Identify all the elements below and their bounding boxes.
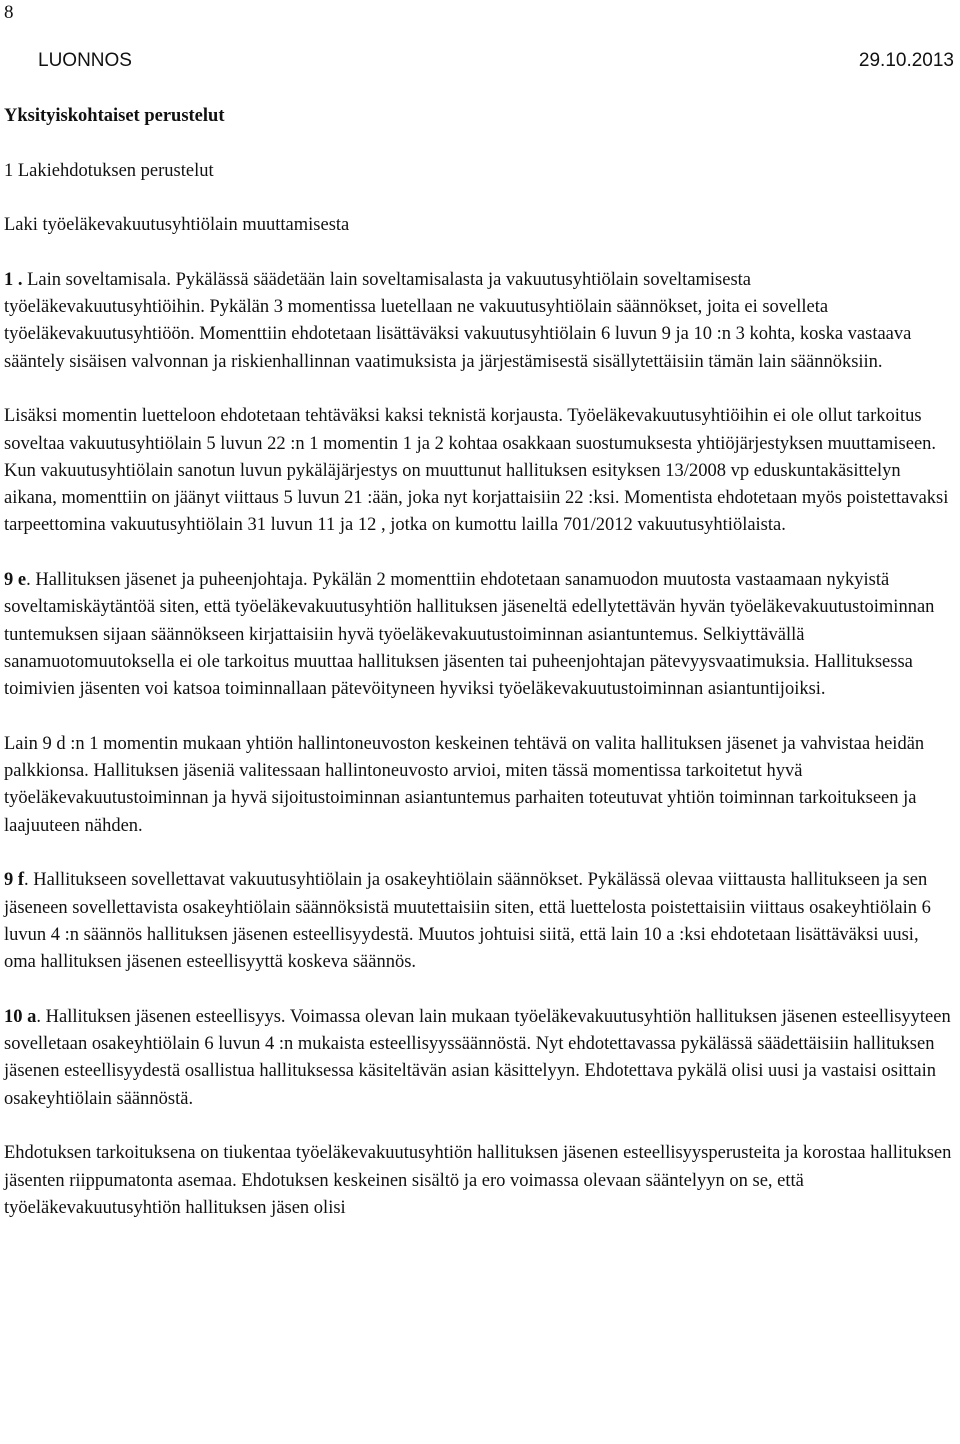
section-text: Pykälässä säädetään lain soveltamisalasta ja vakuutusyhtiölain soveltamisesta työeläkevakuutusyhtiöihin. Pykälän 3 momentissa luetellaan ne vakuutusyhtiölain säännökset, joita ei sovelleta työeläkevakuutusyhtiöön. Momenttiin ehdotetaan lisättäväksi vakuutusyhtiölain 6 luvun 9 ja 10 :n 3 kohta, koska vastaava sääntely sisäisen valvonnan ja riskienhallinnan vaatimuksista ja järjestämisestä sisällytettäisiin tämän lain säännöksiin. — [4, 269, 912, 372]
draft-label: LUONNOS — [38, 50, 132, 71]
page-header — [38, 50, 954, 72]
section-text: Pykälän 2 momenttiin ehdotetaan sanamuodon muutosta vastaamaan nykyistä soveltamiskäytäntöä siten, että työeläkevakuutusyhtiön hallituksen jäseneltä edellytettävän hyvän työeläkevakuutustoiminnan tuntemuksen sijaan säännökseen kirjattaisiin hyvä työeläkevakuutustoiminnan asiantuntemus. Selkiyttävällä sanamuotomuutoksella ei ole tarkoitus muuttaa hallituksen jäsenten tai puheenjohtajan pätevyysvaatimuksia. Hallituksessa toimivien jäsenten voi katsoa toiminnallaan pätevöityneen hyviksi työeläkevakuutustoiminnan asiantuntijoiksi. — [4, 570, 935, 700]
section-text: Voimassa olevan lain mukaan työeläkevakuutusyhtiön hallituksen jäsenen esteellisyyteen sovelletaan osakeyhtiölain 6 luvun 4 :n mukaista esteellisyyssäännöstä. Nyt ehdotettavassa pykälässä säädettäisiin hallituksen jäsenen esteellisyydestä osallistua hallituksessa käsiteltävän asian käsittelyyn. Ehdotettava pykälä olisi uusi ja vastaisi osittain osakeyhtiölain säännöstä. — [4, 1006, 951, 1109]
section-text: Pykälässä olevaa viittausta hallitukseen ja sen jäseneen sovellettavista osakeyhtiölain säännöksistä muutettaisiin siten, että luettelosta poistettaisiin viittaus osakeyhtiölain 6 luvun 4 :n säännös hallituksen jäsenen esteellisyydestä. Muutos johtuisi siitä, että lain 10 a :ksi ehdotetaan lisättäväksi uusi, oma hallituksen jäsenen esteellisyyttä koskeva säännös. — [4, 870, 931, 973]
section-number: 9 f — [4, 870, 25, 891]
section-heading: 1 Lakiehdotuksen perustelut — [4, 160, 214, 181]
paragraph-section-10a — [4, 1004, 954, 1113]
paragraph-section-9e — [4, 567, 954, 703]
section-title: Lain soveltamisala. — [27, 269, 171, 290]
page-number: 8 — [4, 2, 14, 23]
document-body — [4, 103, 954, 1222]
law-heading: Laki työeläkevakuutusyhtiölain muuttamisesta — [4, 215, 350, 236]
section-title: . Hallituksen jäsenet ja puheenjohtaja. — [26, 570, 308, 591]
paragraph-proposal-purpose: Ehdotuksen tarkoituksena on tiukentaa työeläkevakuutusyhtiön hallituksen jäsenen esteellisyysperusteita ja korostaa hallituksen jäsenten riippumatonta asemaa. Ehdotuksen keskeinen sisältö ja ero voimassa olevaan sääntelyyn on se, että työeläkevakuutusyhtiön hallituksen jäsen olisi — [4, 1143, 952, 1218]
header-date: 29.10.2013 — [858, 50, 954, 71]
paragraph-technical-corrections: Lisäksi momentin luetteloon ehdotetaan tehtäväksi kaksi teknistä korjausta. Työeläkevakuutusyhtiöihin ei ole ollut tarkoitus soveltaa vakuutusyhtiölain 5 luvun 22 :n 1 momentin 1 ja 2 kohtaa osakkaan suostumuksesta yhtiöjärjestyksen muuttamiseen. Kun vakuutusyhtiölain sanotun luvun pykäläjärjestys on muuttunut hallituksen esityksen 13/2008 vp eduskuntakäsittelyn aikana, momenttiin on jäänyt viittaus 5 luvun 21 :ään, joka nyt korjattaisiin 22 :ksi. Momentista ehdotetaan myös poistettavaksi tarpeettomina vakuutusyhtiölain 31 luvun 11 ja 12 , jotka on kumottu lailla 701/2012 vakuutusyhtiölaista. — [4, 406, 949, 536]
document-title: Yksityiskohtaiset perustelut — [4, 106, 225, 126]
paragraph-section-9d: Lain 9 d :n 1 momentin mukaan yhtiön hallintoneuvoston keskeinen tehtävä on valita hallituksen jäsenet ja vahvistaa heidän palkkionsa. Hallituksen jäseniä valitessaan hallintoneuvosto arvioi, miten tässä momentissa tarkoitetut hyvä työeläkevakuutustoiminnan ja hyvä sijoitustoiminnan asiantuntemus parhaiten toteutuvat yhtiön toiminnan tarkoitukseen ja laajuuteen nähden. — [4, 733, 925, 836]
section-title: . Hallitukseen sovellettavat vakuutusyhtiölain ja osakeyhtiölain säännökset. — [24, 870, 584, 891]
section-number: 10 a — [4, 1006, 37, 1027]
paragraph-section-9f — [4, 867, 954, 976]
paragraph-section-1 — [4, 267, 954, 376]
section-number: 9 e — [4, 570, 27, 591]
section-title: . Hallituksen jäsenen esteellisyys. — [36, 1006, 286, 1027]
section-number: 1 . — [4, 269, 23, 290]
